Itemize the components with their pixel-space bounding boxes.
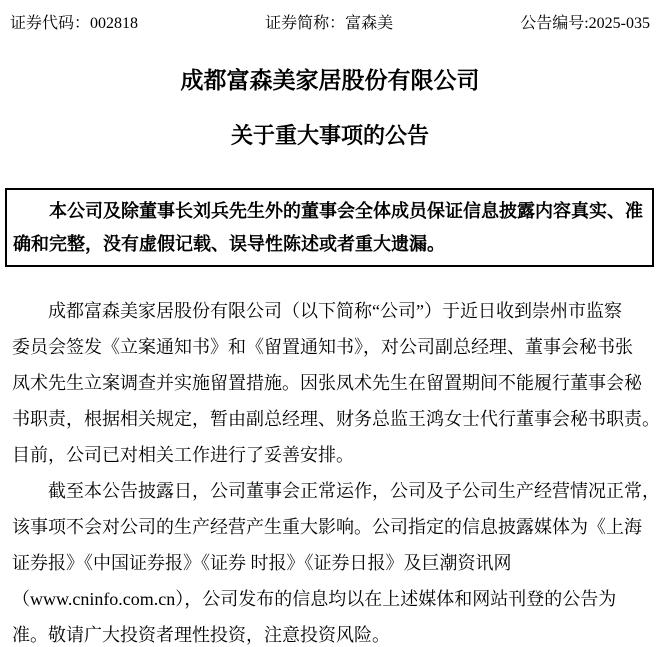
text-line: 凤术先生立案调查并实施留置措施。因张凤术先生在留置期间不能履行董事会秘 [12, 373, 642, 393]
announcement-subject: 关于重大事项的公告 [230, 123, 429, 148]
stock-abbreviation: 证券简称：富森美 [265, 15, 394, 32]
text-line: 准。敬请广大投资者理性投资，注意投资风险。 [12, 625, 390, 645]
document-body [12, 293, 660, 647]
text-line: 目前，公司已对相关工作进行了妥善安排。 [12, 445, 354, 465]
text-line: 证券报》《中国证券报》《证券 时报》《证券日报》及巨潮资讯网 [12, 553, 512, 573]
text-line: 截至本公告披露日，公司董事会正常运作，公司及子公司生产经营情况正常， [48, 481, 660, 501]
paragraph-impact-statement [12, 473, 660, 647]
text-line: （www.cninfo.com.cn），公司发布的信息均以在上述媒体和网站刊登的公告为 [12, 589, 617, 609]
text-line: 该事项不会对公司的生产经营产生重大影响。公司指定的信息披露媒体为《上海 [12, 517, 642, 537]
board-statement-box [5, 188, 654, 267]
text-line: 委员会签发《立案通知书》和《留置通知书》，对公司副总经理、董事会秘书张 [12, 337, 633, 357]
document-header [0, 13, 660, 35]
stock-code: 证券代码：002818 [10, 15, 139, 32]
text-line: 确和完整，没有虚假记载、误导性陈述或者重大遗漏。 [13, 234, 445, 254]
paragraph-event-description [12, 293, 660, 473]
announcement-number: 公告编号:2025-035 [520, 15, 650, 32]
text-line: 本公司及除董事长刘兵先生外的董事会全体成员保证信息披露内容真实、准 [49, 201, 643, 221]
text-line: 书职责，根据相关规定，暂由副总经理、财务总监王鸿女士代行董事会秘书职责。 [12, 409, 660, 429]
text-line: 成都富森美家居股份有限公司（以下简称“公司”）于近日收到崇州市监察 [48, 301, 622, 321]
company-title: 成都富森美家居股份有限公司 [180, 68, 480, 93]
